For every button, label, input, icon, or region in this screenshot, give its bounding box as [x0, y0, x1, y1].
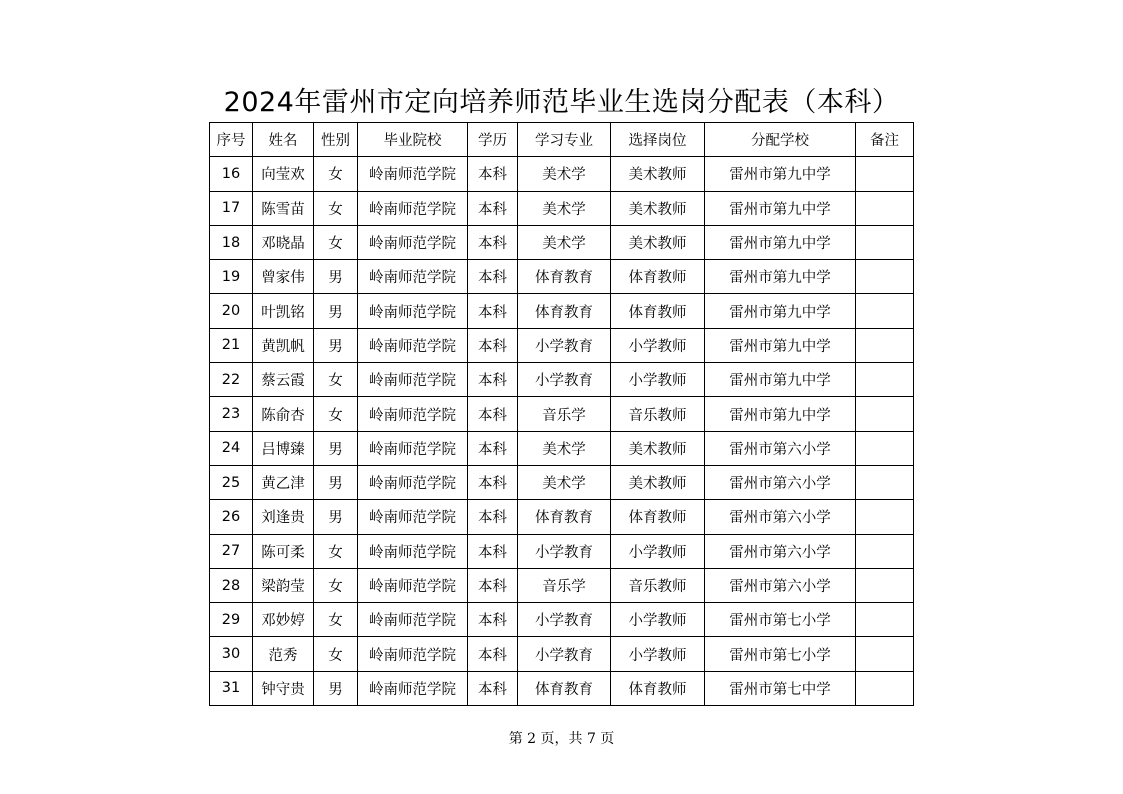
cell-gender: 女 — [314, 397, 358, 431]
cell-remarks — [856, 671, 914, 705]
cell-name: 陈可柔 — [253, 534, 314, 568]
cell-index: 21 — [210, 328, 253, 362]
table-row — [210, 671, 914, 705]
cell-school: 岭南师范学院 — [358, 225, 468, 259]
cell-index: 29 — [210, 603, 253, 637]
cell-assigned-school: 雷州市第九中学 — [705, 363, 856, 397]
cell-remarks — [856, 260, 914, 294]
cell-major: 美术学 — [518, 157, 611, 191]
cell-position: 体育教师 — [611, 294, 705, 328]
cell-assigned-school: 雷州市第九中学 — [705, 260, 856, 294]
header-index: 序号 — [210, 123, 253, 157]
cell-major: 体育教育 — [518, 260, 611, 294]
cell-major: 小学教育 — [518, 534, 611, 568]
cell-major: 美术学 — [518, 225, 611, 259]
cell-major: 体育教育 — [518, 294, 611, 328]
cell-school: 岭南师范学院 — [358, 431, 468, 465]
cell-school: 岭南师范学院 — [358, 191, 468, 225]
cell-assigned-school: 雷州市第九中学 — [705, 225, 856, 259]
cell-major: 美术学 — [518, 431, 611, 465]
cell-name: 蔡云霞 — [253, 363, 314, 397]
header-name: 姓名 — [253, 123, 314, 157]
cell-index: 20 — [210, 294, 253, 328]
cell-name: 黄凯帆 — [253, 328, 314, 362]
cell-assigned-school: 雷州市第九中学 — [705, 157, 856, 191]
cell-gender: 男 — [314, 328, 358, 362]
cell-degree: 本科 — [468, 363, 518, 397]
cell-assigned-school: 雷州市第六小学 — [705, 500, 856, 534]
cell-name: 叶凯铭 — [253, 294, 314, 328]
cell-assigned-school: 雷州市第九中学 — [705, 328, 856, 362]
cell-degree: 本科 — [468, 260, 518, 294]
cell-major: 美术学 — [518, 191, 611, 225]
cell-major: 音乐学 — [518, 568, 611, 602]
cell-position: 美术教师 — [611, 431, 705, 465]
allocation-table — [209, 122, 914, 706]
cell-gender: 男 — [314, 500, 358, 534]
cell-school: 岭南师范学院 — [358, 328, 468, 362]
page-footer: 第 2 页，共 7 页 — [508, 731, 615, 747]
table-row — [210, 363, 914, 397]
cell-assigned-school: 雷州市第九中学 — [705, 397, 856, 431]
cell-school: 岭南师范学院 — [358, 294, 468, 328]
table-row — [210, 431, 914, 465]
cell-name: 邓妙婷 — [253, 603, 314, 637]
cell-index: 17 — [210, 191, 253, 225]
cell-index: 31 — [210, 671, 253, 705]
cell-remarks — [856, 191, 914, 225]
table-row — [210, 568, 914, 602]
table-row — [210, 225, 914, 259]
cell-assigned-school: 雷州市第七中学 — [705, 671, 856, 705]
cell-index: 30 — [210, 637, 253, 671]
cell-position: 小学教师 — [611, 637, 705, 671]
table-row — [210, 603, 914, 637]
cell-remarks — [856, 397, 914, 431]
cell-name: 吕博臻 — [253, 431, 314, 465]
cell-remarks — [856, 637, 914, 671]
header-remarks: 备注 — [856, 123, 914, 157]
cell-remarks — [856, 294, 914, 328]
cell-name: 钟守贵 — [253, 671, 314, 705]
cell-gender: 女 — [314, 534, 358, 568]
cell-gender: 女 — [314, 568, 358, 602]
cell-major: 小学教育 — [518, 328, 611, 362]
cell-position: 美术教师 — [611, 225, 705, 259]
cell-gender: 女 — [314, 157, 358, 191]
header-major: 学习专业 — [518, 123, 611, 157]
cell-degree: 本科 — [468, 157, 518, 191]
cell-degree: 本科 — [468, 191, 518, 225]
cell-school: 岭南师范学院 — [358, 637, 468, 671]
cell-name: 陈雪苗 — [253, 191, 314, 225]
cell-degree: 本科 — [468, 671, 518, 705]
cell-gender: 女 — [314, 225, 358, 259]
cell-index: 23 — [210, 397, 253, 431]
cell-index: 26 — [210, 500, 253, 534]
header-position: 选择岗位 — [611, 123, 705, 157]
cell-assigned-school: 雷州市第七小学 — [705, 637, 856, 671]
cell-name: 刘逢贵 — [253, 500, 314, 534]
cell-school: 岭南师范学院 — [358, 603, 468, 637]
cell-school: 岭南师范学院 — [358, 500, 468, 534]
cell-index: 19 — [210, 260, 253, 294]
table-row — [210, 191, 914, 225]
cell-position: 美术教师 — [611, 157, 705, 191]
header-school: 毕业院校 — [358, 123, 468, 157]
cell-school: 岭南师范学院 — [358, 157, 468, 191]
page-title: 2024年雷州市定向培养师范毕业生选岗分配表（本科） — [223, 87, 900, 118]
cell-position: 体育教师 — [611, 260, 705, 294]
cell-school: 岭南师范学院 — [358, 260, 468, 294]
cell-position: 体育教师 — [611, 671, 705, 705]
cell-position: 小学教师 — [611, 363, 705, 397]
cell-major: 体育教育 — [518, 500, 611, 534]
cell-name: 黄乙津 — [253, 465, 314, 499]
cell-name: 陈俞杏 — [253, 397, 314, 431]
cell-assigned-school: 雷州市第六小学 — [705, 534, 856, 568]
table-row — [210, 534, 914, 568]
cell-position: 美术教师 — [611, 465, 705, 499]
cell-remarks — [856, 328, 914, 362]
cell-major: 小学教育 — [518, 603, 611, 637]
cell-gender: 女 — [314, 363, 358, 397]
cell-degree: 本科 — [468, 431, 518, 465]
cell-assigned-school: 雷州市第九中学 — [705, 191, 856, 225]
cell-position: 小学教师 — [611, 534, 705, 568]
cell-index: 25 — [210, 465, 253, 499]
cell-assigned-school: 雷州市第六小学 — [705, 465, 856, 499]
cell-major: 小学教育 — [518, 637, 611, 671]
cell-name: 梁韵莹 — [253, 568, 314, 602]
cell-gender: 男 — [314, 465, 358, 499]
cell-degree: 本科 — [468, 500, 518, 534]
cell-name: 范秀 — [253, 637, 314, 671]
cell-degree: 本科 — [468, 225, 518, 259]
cell-major: 美术学 — [518, 465, 611, 499]
header-assigned-school: 分配学校 — [705, 123, 856, 157]
table-header-row — [210, 123, 914, 157]
header-degree: 学历 — [468, 123, 518, 157]
cell-gender: 男 — [314, 671, 358, 705]
table-body — [210, 157, 914, 706]
cell-assigned-school: 雷州市第六小学 — [705, 568, 856, 602]
cell-school: 岭南师范学院 — [358, 534, 468, 568]
header-gender: 性别 — [314, 123, 358, 157]
cell-degree: 本科 — [468, 328, 518, 362]
cell-assigned-school: 雷州市第七小学 — [705, 603, 856, 637]
cell-gender: 女 — [314, 603, 358, 637]
cell-school: 岭南师范学院 — [358, 465, 468, 499]
cell-major: 音乐学 — [518, 397, 611, 431]
cell-school: 岭南师范学院 — [358, 568, 468, 602]
table-row — [210, 397, 914, 431]
cell-gender: 女 — [314, 191, 358, 225]
cell-school: 岭南师范学院 — [358, 671, 468, 705]
cell-assigned-school: 雷州市第六小学 — [705, 431, 856, 465]
cell-index: 18 — [210, 225, 253, 259]
cell-major: 小学教育 — [518, 363, 611, 397]
cell-index: 16 — [210, 157, 253, 191]
cell-remarks — [856, 603, 914, 637]
cell-degree: 本科 — [468, 397, 518, 431]
cell-index: 27 — [210, 534, 253, 568]
cell-degree: 本科 — [468, 465, 518, 499]
cell-degree: 本科 — [468, 603, 518, 637]
cell-degree: 本科 — [468, 637, 518, 671]
cell-gender: 男 — [314, 260, 358, 294]
cell-remarks — [856, 534, 914, 568]
cell-remarks — [856, 465, 914, 499]
cell-name: 邓晓晶 — [253, 225, 314, 259]
cell-name: 向莹欢 — [253, 157, 314, 191]
cell-remarks — [856, 157, 914, 191]
cell-remarks — [856, 225, 914, 259]
cell-index: 22 — [210, 363, 253, 397]
cell-index: 28 — [210, 568, 253, 602]
table-row — [210, 157, 914, 191]
cell-remarks — [856, 363, 914, 397]
cell-gender: 女 — [314, 637, 358, 671]
cell-position: 小学教师 — [611, 328, 705, 362]
cell-assigned-school: 雷州市第九中学 — [705, 294, 856, 328]
table-row — [210, 465, 914, 499]
cell-school: 岭南师范学院 — [358, 397, 468, 431]
cell-school: 岭南师范学院 — [358, 363, 468, 397]
table-row — [210, 294, 914, 328]
cell-position: 体育教师 — [611, 500, 705, 534]
cell-name: 曾家伟 — [253, 260, 314, 294]
cell-gender: 男 — [314, 431, 358, 465]
cell-degree: 本科 — [468, 534, 518, 568]
table-row — [210, 637, 914, 671]
cell-remarks — [856, 568, 914, 602]
table-row — [210, 260, 914, 294]
table-row — [210, 500, 914, 534]
cell-position: 美术教师 — [611, 191, 705, 225]
cell-remarks — [856, 500, 914, 534]
cell-position: 音乐教师 — [611, 568, 705, 602]
table-row — [210, 328, 914, 362]
cell-position: 小学教师 — [611, 603, 705, 637]
cell-index: 24 — [210, 431, 253, 465]
cell-degree: 本科 — [468, 568, 518, 602]
cell-major: 体育教育 — [518, 671, 611, 705]
cell-position: 音乐教师 — [611, 397, 705, 431]
cell-remarks — [856, 431, 914, 465]
cell-gender: 男 — [314, 294, 358, 328]
cell-degree: 本科 — [468, 294, 518, 328]
